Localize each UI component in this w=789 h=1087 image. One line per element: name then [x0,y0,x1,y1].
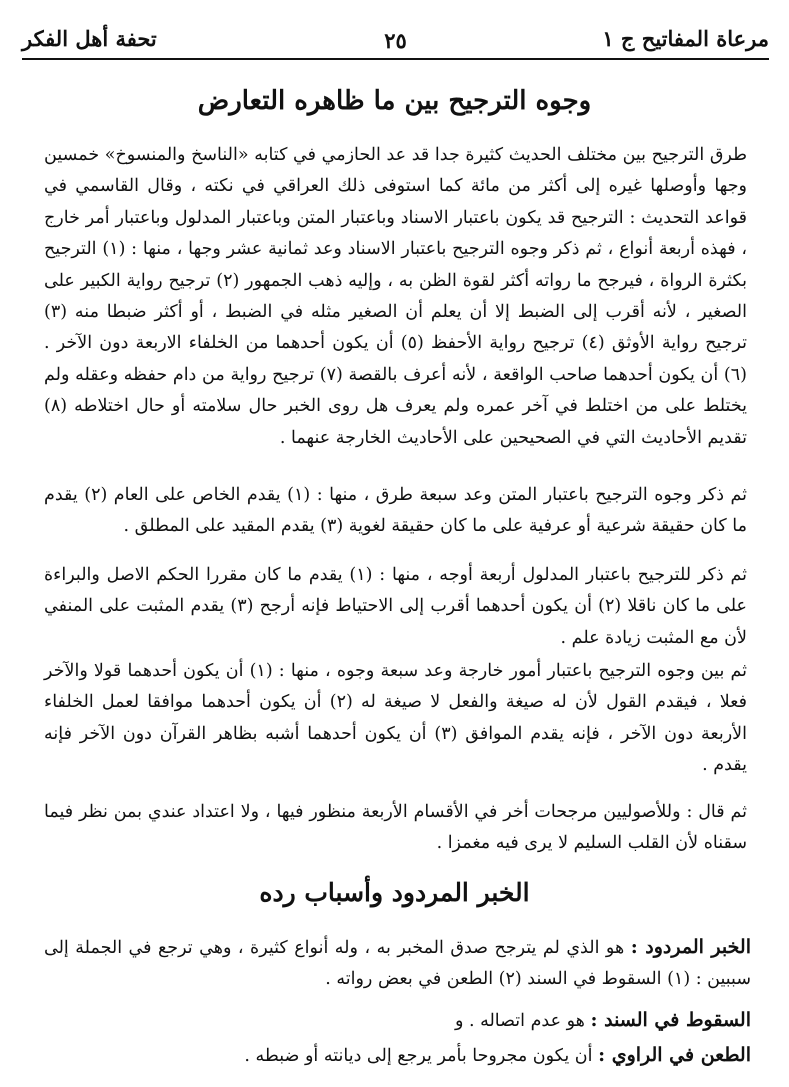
paragraph-text: طرق الترجيح بين مختلف الحديث كثيرة جدا قد عد الحازمي في كتابه «الناسخ والمنسوخ» خمسين وجها وأوصلها غيره إلى أكثر من مائة كما استوفى ذلك العراقي في نكته ، وقال القاسمي في قواعد التحديث : الترجيح قد يكون باعتبار الاسناد وباعتبار المتن وباعتبار المدلول وباعتبار أمر خارج ، فهذه أربعة أنواع ، ثم ذكر وجوه الترجيح باعتبار الاسناد وعد ثمانية عشر وجها ، منها : (١) الترجيح بكثرة الرواة ، فيرجح ما رواته أكثر لقوة الظن به ، وإليه ذهب الجمهور (٢) ترجيح رواية الكبير على الصغير ، لأنه أقرب إلى الضبط إلا أن يعلم أن الصغير مثله في الضبط ، أو أكثر ضبطا منه (٣) ترجيح رواية الأوثق (٤) ترجيح رواية الأحفظ (٥) أن يكون أحدهما من الخلفاء الاربعة دون الآخر . (٦) أن يكون أحدهما صاحب الواقعة ، لأنه أعرف بالقصة (٧) ترجيح رواية من دام حفظه وعقله ولم يختلط على من اختلط في آخر عمره ولم يعرف هل روى الخبر حال سلامته أو حال اختلاطه (٨) تقديم الأحاديث التي في الصحيحين على الأحاديث الخارجة عنهما . [44,145,747,448]
definition-khabar-mardud [44,932,751,995]
section-title-tarjih: وجوه الترجيح بين ما ظاهره التعارض [197,86,592,116]
definition-text: أن يكون مجروحا بأمر يرجع إلى ديانته أو ضبطه . [244,1046,593,1066]
definition-term: السقوط في السند : [590,1009,751,1031]
definition-suqut [44,1005,751,1037]
section-title-mardud: الخبر المردود وأسباب رده [259,878,530,907]
header-rule [22,58,769,60]
paragraph-text: ثم بين وجوه الترجيح باعتبار أمور خارجة وعد سبعة وجوه ، منها : (١) أن يكون أحدهما قولا والآخر فعلا ، فيقدم القول لأن له صيغة والفعل لا صيغة له (٢) أن يكون أحدهما موافقا لعمل الخلفاء الأربعة دون الآخر ، فإنه يقدم الموافق (٣) أن يكون أحدهما أشبه بظاهر القرآن دون الآخر فإنه يقدم . [44,661,747,776]
paragraph-isnad [44,140,747,454]
running-header [22,14,769,62]
paragraph-text: ثم قال : وللأصوليين مرجحات أخر في الأقسام الأربعة منظور فيها ، ولا اعتداد عندي بمن نظر فيما سقناه لأن القلب السليم لا يرى فيه مغمزا . [44,802,747,854]
definition-text: هو الذي لم يترجح صدق المخبر به ، وله أنواع كثيرة ، وهي ترجع في الجملة إلى سببين : (١) السقوط في السند (٢) الطعن في بعض رواته . [44,938,751,989]
paragraph-matn [44,480,747,543]
definition-term: الخبر المردود : [630,936,751,958]
definition-taan [44,1040,751,1072]
companion-title: تحفة أهل الفكر [22,26,157,51]
paragraph-text: ثم ذكر وجوه الترجيح باعتبار المتن وعد سبعة طرق ، منها : (١) يقدم الخاص على العام (٢) يقدم ما كان حقيقة شرعية أو عرفية على ما كان حقيقة لغوية (٣) يقدم المقيد على المطلق . [44,485,747,537]
definition-text: هو عدم اتصاله . و [454,1011,585,1031]
paragraph-usuliyyin [44,797,747,860]
book-title: مرعاة المفاتيح ج ١ [602,26,769,51]
definition-term: الطعن في الراوي : [598,1044,751,1066]
paragraph-text: ثم ذكر للترجيح باعتبار المدلول أربعة أوجه ، منها : (١) يقدم ما كان مقررا الحكم الاصل والبراءة على ما كان ناقلا (٢) أن يكون أحدهما أقرب إلى الاحتياط فإنه أرجح (٣) يقدم المثبت على المنفي لأن مع المثبت زيادة علم . [44,565,748,648]
paragraph-external [44,656,747,782]
paragraph-madlul [44,560,747,654]
page-number: ٢٥ [384,28,407,53]
